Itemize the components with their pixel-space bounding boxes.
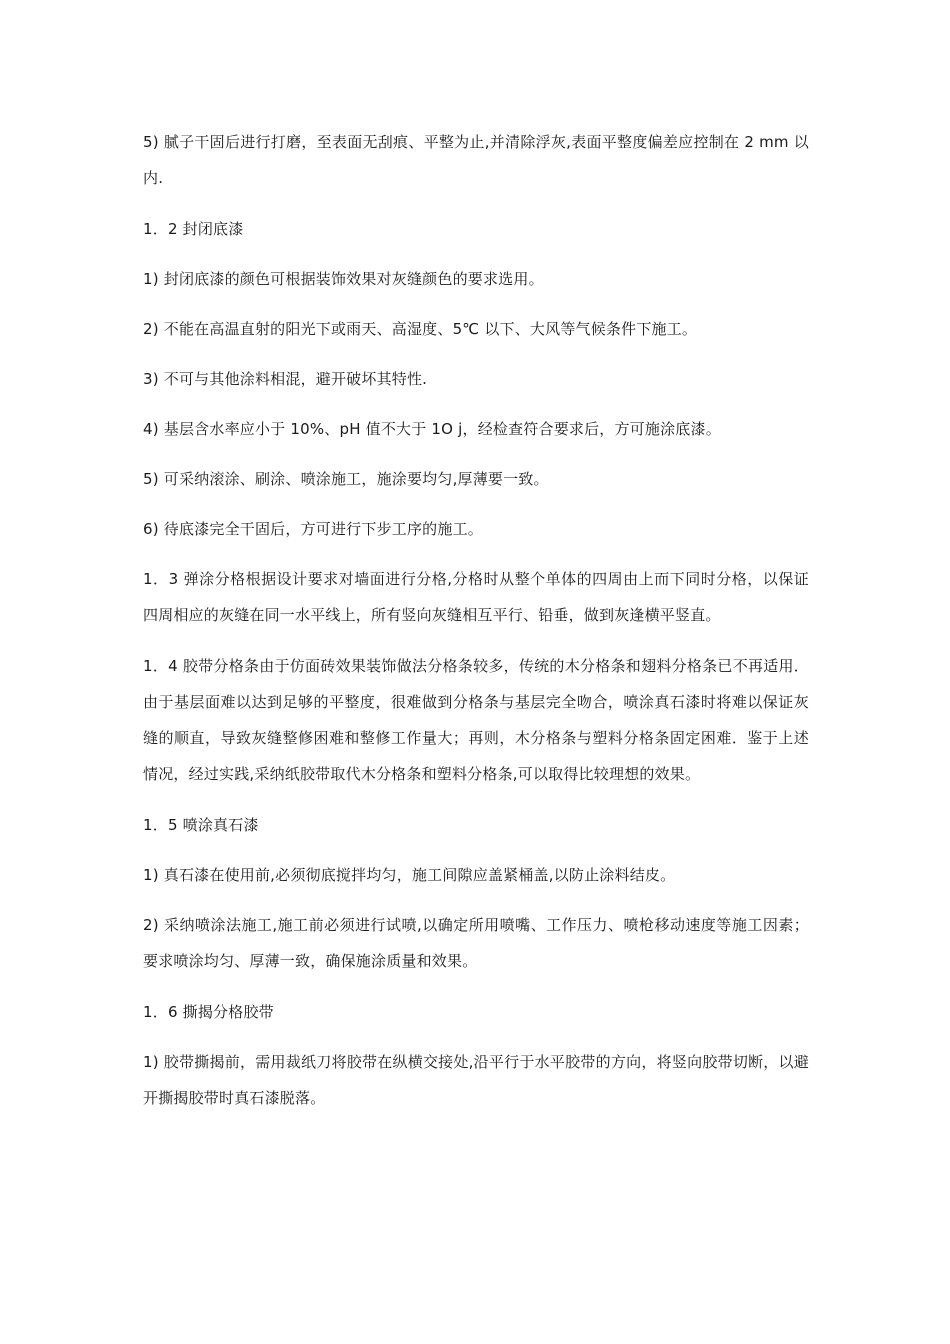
- paragraph-no-mixing: 3) 不可与其他涂料相混，避开破坏其特性.: [143, 370, 428, 388]
- heading-sealing-primer: 1．2 封闭底漆: [143, 220, 244, 238]
- paragraph-drying: 6) 待底漆完全干固后，方可进行下步工序的施工。: [143, 520, 483, 538]
- heading-spray-stone-paint: 1．5 喷涂真石漆: [143, 816, 259, 834]
- paragraph-application-method: 5) 可采纳滚涂、刷涂、喷涂施工，施涂要均匀,厚薄要一致。: [143, 470, 549, 488]
- heading-remove-tape: 1．6 撕揭分格胶带: [143, 1003, 274, 1021]
- paragraph-moisture-ph: 4) 基层含水率应小于 10%、pH 值不大于 1O j，经检查符合要求后，方可施涂底漆。: [143, 420, 721, 438]
- paragraph-primer-color: 1) 封闭底漆的颜色可根据装饰效果对灰缝颜色的要求选用。: [143, 270, 544, 288]
- paragraph-tape-divider: 1．4 胶带分格条由于仿面砖效果装饰做法分格条较多，传统的木分格条和翅料分格条已不再适用．由于基层面难以达到足够的平整度，很难做到分格条与基层完全吻合，喷涂真石漆时将难以保证灰缝的顺直，导致灰缝整修困难和整修工作量大；再则，木分格条与塑料分格条固定困难．鉴于上述情况，经过实践,采纳纸胶带取代木分格条和塑料分格条,可以取得比较理想的效果。: [143, 657, 809, 783]
- document-body: [143, 124, 809, 1131]
- paragraph-stir-paint: 1) 真石漆在使用前,必须彻底搅拌均匀，施工间隙应盖紧桶盖,以防止涂料结皮。: [143, 866, 676, 884]
- paragraph-spray-method: 2) 采纳喷涂法施工,施工前必须进行试喷,以确定所用喷嘴、工作压力、喷枪移动速度等施工因素；要求喷涂均匀、厚薄一致，确保施涂质量和效果。: [143, 916, 809, 970]
- paragraph-grid-division: 1．3 弹涂分格根据设计要求对墙面进行分格,分格时从整个单体的四周由上而下同时分格，以保证四周相应的灰缝在同一水平线上，所有竖向灰缝相互平行、铅垂，做到灰逢横平竖直。: [143, 570, 809, 624]
- paragraph-cut-tape: 1) 胶带撕揭前，需用裁纸刀将胶带在纵横交接处,沿平行于水平胶带的方向，将竖向胶带切断，以避开撕揭胶带时真石漆脱落。: [143, 1053, 809, 1107]
- paragraph-weather-conditions: 2) 不能在高温直射的阳光下或雨天、高湿度、5℃ 以下、大风等气候条件下施工。: [143, 320, 698, 338]
- paragraph-putty-sanding: 5) 腻子干固后进行打磨，至表面无刮痕、平整为止,并清除浮灰,表面平整度偏差应控制在 2 mm 以内.: [143, 133, 809, 187]
